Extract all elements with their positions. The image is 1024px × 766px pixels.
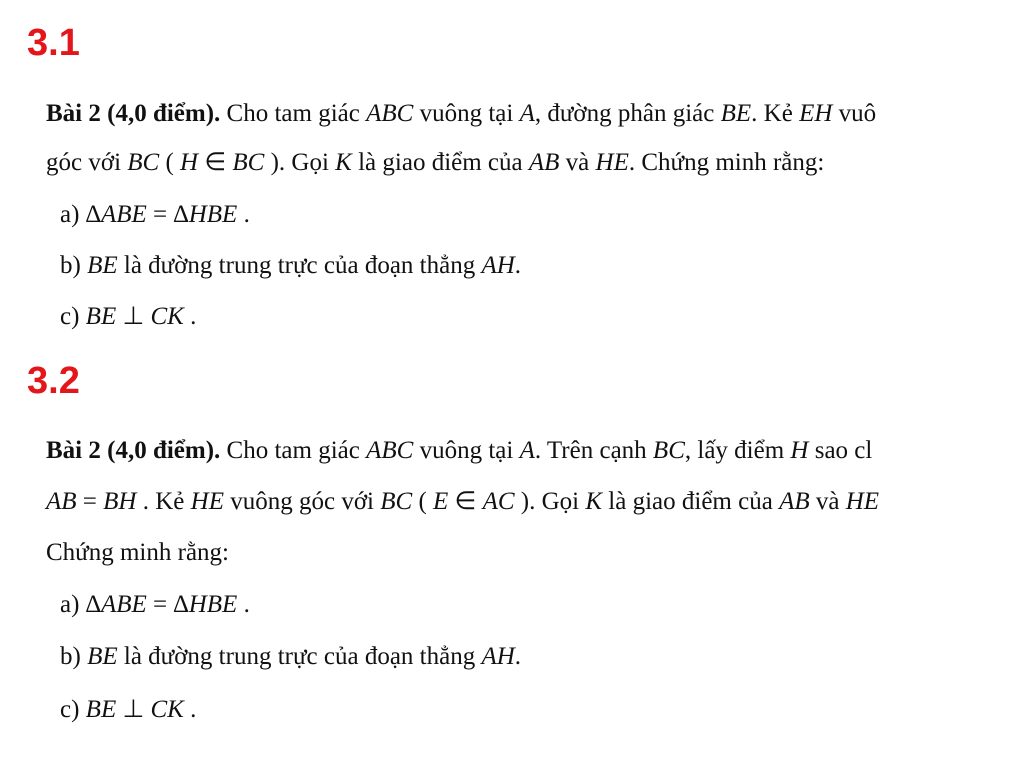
item-label: a) [60, 591, 80, 618]
problem-3-2-line-2: AB = BH . Kẻ HE vuông góc với BC ( E ∈ AC ). Gọi K là giao điểm của AB và HE [46, 488, 880, 515]
problem-3-1-item-a: a) ∆ABE = ∆HBE . [60, 201, 250, 228]
item-label: a) [60, 201, 80, 228]
problem-3-2-line-1: Bài 2 (4,0 điểm). Cho tam giác ABC vuông tại A. Trên cạnh BC, lấy điểm H sao cl [46, 437, 873, 464]
item-label: b) [60, 252, 81, 279]
problem-header: Bài 2 (4,0 điểm). [46, 437, 221, 464]
problem-3-1-line-1: Bài 2 (4,0 điểm). Cho tam giác ABC vuông tại A, đường phân giác BE. Kẻ EH vuô [46, 100, 877, 127]
problem-header: Bài 2 (4,0 điểm). [46, 100, 221, 127]
problem-3-2-line-3: Chứng minh rằng: [46, 539, 229, 566]
problem-3-1-line-2: góc với BC ( H ∈ BC ). Gọi K là giao điểm của AB và HE. Chứng minh rằng: [46, 149, 825, 176]
item-label: b) [60, 643, 81, 670]
problem-3-1-item-b: b) BE là đường trung trực của đoạn thẳng AH. [60, 252, 522, 279]
section-title-3-2: 3.2 [27, 360, 80, 402]
problem-3-2-item-b: b) BE là đường trung trực của đoạn thẳng AH. [60, 643, 522, 670]
item-label: c) [60, 303, 80, 330]
problem-3-2-item-a: a) ∆ABE = ∆HBE . [60, 591, 250, 618]
item-label: c) [60, 696, 80, 723]
problem-3-1-item-c: c) BE ⊥ CK . [60, 303, 197, 330]
section-title-3-1: 3.1 [27, 22, 80, 64]
problem-3-2-item-c: c) BE ⊥ CK . [60, 696, 197, 723]
